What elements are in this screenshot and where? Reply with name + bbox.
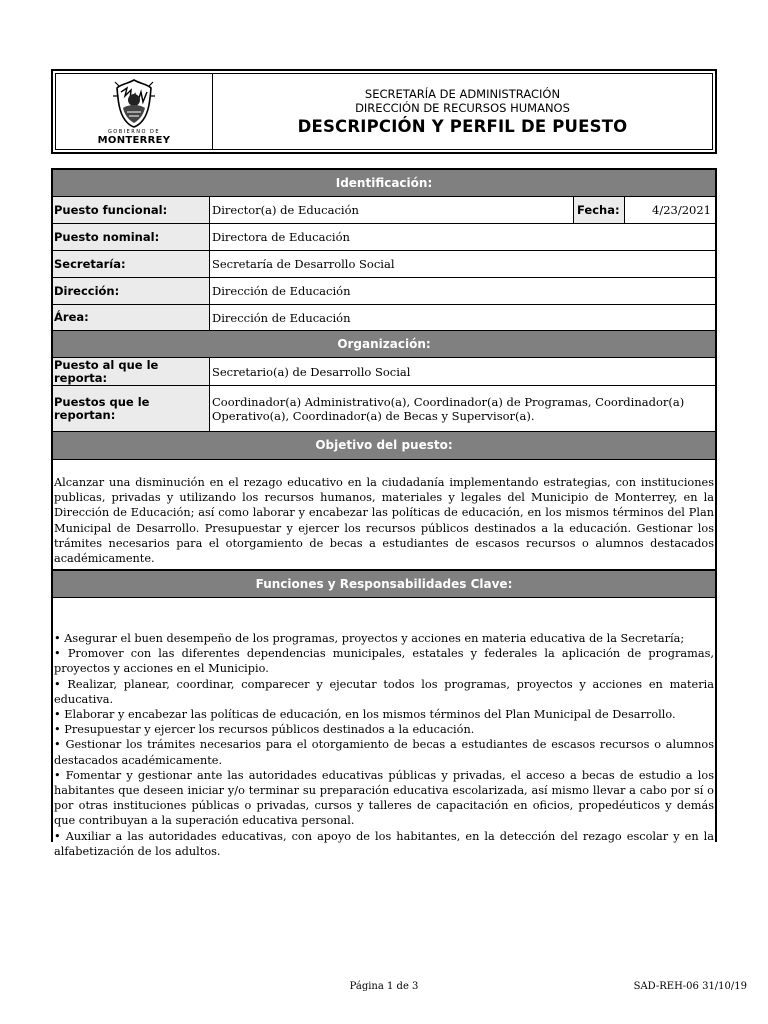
value-direccion: Dirección de Educación bbox=[212, 284, 351, 298]
list-item: • Auxiliar a las autoridades educativas, con apoyo de los habitantes, en la detección del rezago escolar y en la alfabetización de los adultos. bbox=[54, 829, 714, 858]
section-objetivo-heading: Objetivo del puesto: bbox=[53, 432, 715, 460]
row-direccion bbox=[53, 278, 715, 305]
document-header bbox=[51, 69, 717, 154]
document-title: DESCRIPCIÓN Y PERFIL DE PUESTO bbox=[297, 117, 628, 136]
label-puesto-nominal: Puesto nominal: bbox=[53, 224, 210, 250]
list-item: • Promover con las diferentes dependencias municipales, estatales y federales la aplicación de programas, proyectos y acciones en el Municipio. bbox=[54, 647, 714, 676]
value-area: Dirección de Educación bbox=[212, 310, 351, 325]
value-puesto-funcional: Director(a) de Educación bbox=[212, 203, 359, 217]
list-item: • Realizar, planear, coordinar, comparecer y ejecutar todos los programas, proyectos y acciones en materia educativa. bbox=[54, 677, 714, 706]
label-puesto-funcional: Puesto funcional: bbox=[53, 197, 210, 223]
list-item: • Gestionar los trámites necesarios para el otorgamiento de becas a estudiantes de escasos recursos o alumnos destacados académicamente. bbox=[54, 738, 714, 767]
header-line-2: DIRECCIÓN DE RECURSOS HUMANOS bbox=[355, 101, 570, 115]
label-fecha: Fecha: bbox=[573, 197, 625, 223]
document-code: SAD-REH-06 31/10/19 bbox=[633, 981, 747, 992]
row-puesto-nominal bbox=[53, 224, 715, 251]
value-puestos-reportan: Coordinador(a) Administrativo(a), Coordinador(a) de Programas, Coordinador(a) Operativo(a), Coordinador(a) de Becas y Supervisor(a). bbox=[212, 394, 685, 423]
section-organizacion-heading: Organización: bbox=[53, 331, 715, 358]
label-secretaria: Secretaría: bbox=[53, 251, 210, 277]
list-item: • Fomentar y gestionar ante las autoridades educativas públicas y privadas, el acceso a becas de estudio a los habitantes que deseen iniciar y/o terminar su preparación educativa escolarizada, así mismo llevar a cabo por sí o por otras instituciones públicas o privadas, cursos y talleres de capacitación en oficios, propedéuticos y demás que contribuyan a la superación educativa personal. bbox=[54, 768, 714, 828]
row-secretaria bbox=[53, 251, 715, 278]
header-titles bbox=[213, 74, 712, 149]
job-description-form bbox=[51, 168, 717, 858]
objetivo-text: Alcanzar una disminución en el rezago educativo en la ciudadanía implementando estrategias, con instituciones publicas, privadas y utilizando los recursos humanos, materiales y legales del Municipio de Monterrey, en la Dirección de Educación; así como laborar y encabezar las políticas de educación, en los mismos términos del Plan Municipal de Desarrollo. Presupuestar y ejercer los recursos públicos destinados a la educación. Gestionar los trámites necesarios para el otorgamiento de becas a estudiantes de escasos recursos o alumnos destacados académicamente. bbox=[54, 476, 714, 566]
value-fecha: 4/23/2021 bbox=[652, 203, 711, 217]
logo-name: MONTERREY bbox=[97, 134, 171, 146]
label-area: Área: bbox=[53, 305, 210, 330]
row-puestos-reportan bbox=[53, 386, 715, 432]
funciones-list bbox=[53, 631, 715, 859]
section-funciones-heading: Funciones y Responsabilidades Clave: bbox=[53, 570, 715, 598]
coat-of-arms-icon bbox=[113, 78, 155, 128]
row-puesto-funcional bbox=[53, 197, 715, 224]
row-puesto-reporta bbox=[53, 358, 715, 386]
value-puesto-nominal: Directora de Educación bbox=[212, 230, 350, 244]
label-direccion: Dirección: bbox=[53, 278, 210, 304]
label-puesto-reporta: Puesto al que le reporta: bbox=[53, 358, 210, 385]
section-identificacion-heading: Identificación: bbox=[53, 170, 715, 197]
monterrey-logo bbox=[56, 74, 213, 149]
label-puestos-reportan: Puestos que le reportan: bbox=[53, 386, 210, 431]
page-number: Página 1 de 3 bbox=[349, 981, 419, 992]
value-secretaria: Secretaría de Desarrollo Social bbox=[212, 257, 395, 271]
value-puesto-reporta: Secretario(a) de Desarrollo Social bbox=[212, 364, 411, 379]
list-item: • Presupuestar y ejercer los recursos públicos destinados a la educación. bbox=[54, 723, 475, 737]
list-item: • Asegurar el buen desempeño de los programas, proyectos y acciones en materia educativa de la Secretaría; bbox=[54, 632, 685, 645]
logo-subtitle: GOBIERNO DE bbox=[107, 128, 161, 135]
row-area bbox=[53, 305, 715, 331]
list-item: • Elaborar y encabezar las políticas de educación, en los mismos términos del Plan Municipal de Desarrollo. bbox=[54, 708, 676, 722]
header-line-1: SECRETARÍA DE ADMINISTRACIÓN bbox=[364, 87, 561, 101]
row-objetivo bbox=[53, 460, 715, 570]
